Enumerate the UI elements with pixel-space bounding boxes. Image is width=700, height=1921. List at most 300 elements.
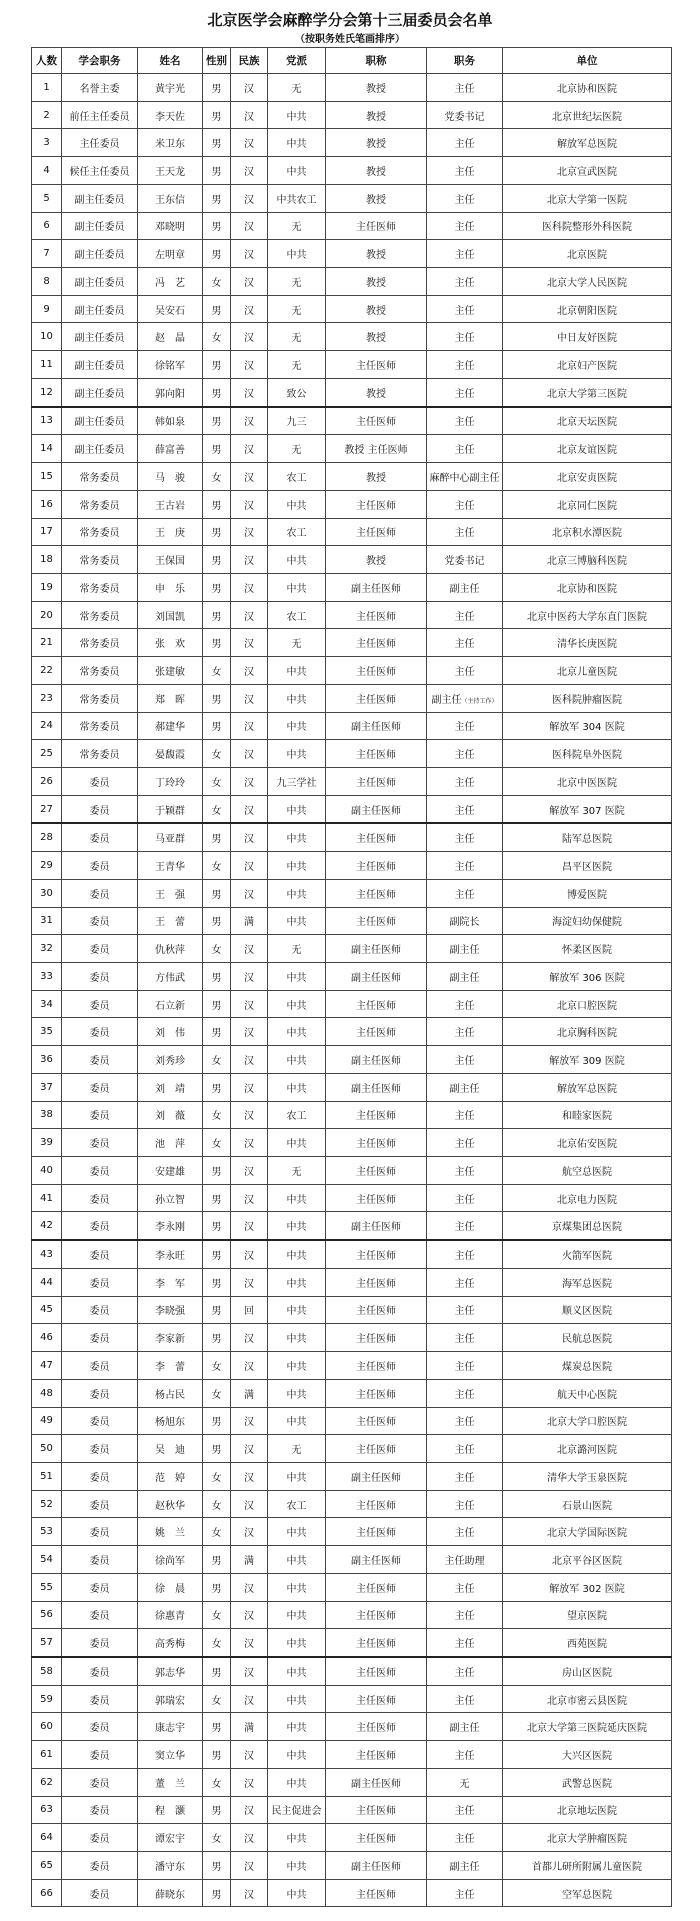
cell-institution: 北京协和医院 [503, 573, 672, 601]
cell-title: 主任医师 [326, 212, 427, 240]
cell-society-role: 委员 [62, 1240, 138, 1268]
table-row [32, 435, 672, 463]
cell-index: 17 [32, 518, 62, 546]
cell-gender: 男 [203, 1240, 231, 1268]
cell-society-role: 副主任委员 [62, 240, 138, 268]
cell-title: 教授 主任医师 [326, 435, 427, 463]
table-row [32, 1518, 672, 1546]
cell-institution: 北京三博脑科医院 [503, 546, 672, 574]
cell-name: 康志宇 [138, 1713, 203, 1741]
cell-society-role: 委员 [62, 795, 138, 823]
cell-ethnicity: 汉 [231, 268, 268, 296]
cell-index: 20 [32, 601, 62, 629]
cell-position: 副主任 [427, 963, 503, 991]
cell-name: 王 蕾 [138, 907, 203, 935]
cell-party: 中共 [268, 657, 326, 685]
column-header-index: 人数 [32, 48, 62, 74]
cell-title: 主任医师 [326, 1629, 427, 1657]
cell-society-role: 委员 [62, 1268, 138, 1296]
cell-institution: 医科院阜外医院 [503, 740, 672, 768]
cell-name: 高秀梅 [138, 1629, 203, 1657]
cell-title: 主任医师 [326, 657, 427, 685]
cell-index: 12 [32, 378, 62, 406]
cell-society-role: 委员 [62, 1073, 138, 1101]
table-row [32, 990, 672, 1018]
cell-name: 石立新 [138, 990, 203, 1018]
cell-party: 中共 [268, 1573, 326, 1601]
cell-name: 徐 晨 [138, 1573, 203, 1601]
table-row [32, 1713, 672, 1741]
cell-institution: 解放军 304 医院 [503, 712, 672, 740]
cell-position: 主任 [427, 1879, 503, 1907]
cell-institution: 医科院整形外科医院 [503, 212, 672, 240]
cell-index: 39 [32, 1129, 62, 1157]
header-row [32, 48, 672, 74]
cell-society-role: 委员 [62, 823, 138, 851]
cell-society-role: 委员 [62, 879, 138, 907]
table-row [32, 740, 672, 768]
cell-ethnicity: 汉 [231, 1101, 268, 1129]
cell-name: 刘 靖 [138, 1073, 203, 1101]
cell-gender: 男 [203, 601, 231, 629]
cell-position: 副主任（主持工作） [427, 684, 503, 712]
cell-name: 池 萍 [138, 1129, 203, 1157]
cell-index: 33 [32, 963, 62, 991]
cell-name: 李 军 [138, 1268, 203, 1296]
cell-institution: 望京医院 [503, 1601, 672, 1629]
cell-position: 副主任 [427, 935, 503, 963]
cell-society-role: 委员 [62, 1129, 138, 1157]
cell-ethnicity: 汉 [231, 1435, 268, 1463]
column-header-ethnicity: 民族 [231, 48, 268, 74]
cell-title: 教授 [326, 268, 427, 296]
cell-index: 54 [32, 1546, 62, 1574]
cell-society-role: 副主任委员 [62, 268, 138, 296]
cell-position: 主任 [427, 1129, 503, 1157]
cell-society-role: 常务委员 [62, 684, 138, 712]
cell-society-role: 委员 [62, 935, 138, 963]
cell-position: 主任 [427, 1462, 503, 1490]
cell-ethnicity: 汉 [231, 935, 268, 963]
cell-index: 31 [32, 907, 62, 935]
cell-ethnicity: 满 [231, 907, 268, 935]
cell-institution: 空军总医院 [503, 1879, 672, 1907]
cell-institution: 陆军总医院 [503, 823, 672, 851]
cell-ethnicity: 汉 [231, 1352, 268, 1380]
cell-party: 中共 [268, 879, 326, 907]
cell-title: 副主任医师 [326, 1852, 427, 1880]
cell-position: 主任 [427, 1268, 503, 1296]
cell-society-role: 委员 [62, 990, 138, 1018]
cell-name: 姚 兰 [138, 1518, 203, 1546]
column-header-gender: 性别 [203, 48, 231, 74]
cell-position: 主任助理 [427, 1546, 503, 1574]
cell-ethnicity: 汉 [231, 1212, 268, 1240]
cell-name: 安建雄 [138, 1157, 203, 1185]
table-row [32, 1685, 672, 1713]
cell-party: 中共 [268, 795, 326, 823]
table-row [32, 407, 672, 435]
cell-society-role: 委员 [62, 1852, 138, 1880]
cell-gender: 女 [203, 1768, 231, 1796]
table-row [32, 490, 672, 518]
cell-title: 教授 [326, 378, 427, 406]
cell-name: 张 欢 [138, 629, 203, 657]
table-row [32, 1324, 672, 1352]
cell-index: 23 [32, 684, 62, 712]
cell-party: 中共 [268, 1741, 326, 1769]
cell-title: 副主任医师 [326, 935, 427, 963]
cell-party: 无 [268, 935, 326, 963]
cell-title: 副主任医师 [326, 573, 427, 601]
cell-name: 李晓强 [138, 1296, 203, 1324]
cell-ethnicity: 汉 [231, 490, 268, 518]
cell-society-role: 委员 [62, 1601, 138, 1629]
cell-gender: 男 [203, 907, 231, 935]
cell-ethnicity: 汉 [231, 1741, 268, 1769]
cell-position: 主任 [427, 795, 503, 823]
cell-institution: 北京市密云县医院 [503, 1685, 672, 1713]
cell-party: 无 [268, 74, 326, 102]
cell-index: 59 [32, 1685, 62, 1713]
cell-name: 程 灏 [138, 1796, 203, 1824]
cell-ethnicity: 汉 [231, 1657, 268, 1685]
cell-party: 中共 [268, 1657, 326, 1685]
cell-gender: 男 [203, 629, 231, 657]
cell-party: 中共 [268, 1073, 326, 1101]
cell-name: 左明章 [138, 240, 203, 268]
table-row [32, 573, 672, 601]
cell-party: 无 [268, 295, 326, 323]
cell-position: 主任 [427, 157, 503, 185]
cell-position: 主任 [427, 767, 503, 795]
cell-society-role: 委员 [62, 1796, 138, 1824]
cell-position: 主任 [427, 323, 503, 351]
table-row [32, 1601, 672, 1629]
column-header-institution: 单位 [503, 48, 672, 74]
cell-party: 中共 [268, 101, 326, 129]
cell-index: 47 [32, 1352, 62, 1380]
table-row [32, 823, 672, 851]
cell-institution: 北京胸科医院 [503, 1018, 672, 1046]
cell-society-role: 常务委员 [62, 518, 138, 546]
cell-ethnicity: 汉 [231, 1824, 268, 1852]
cell-institution: 京煤集团总医院 [503, 1212, 672, 1240]
table-row [32, 1852, 672, 1880]
cell-title: 主任医师 [326, 907, 427, 935]
cell-index: 11 [32, 351, 62, 379]
table-row [32, 1657, 672, 1685]
cell-gender: 男 [203, 879, 231, 907]
cell-institution: 海军总医院 [503, 1268, 672, 1296]
cell-name: 刘 伟 [138, 1018, 203, 1046]
cell-position: 副主任 [427, 573, 503, 601]
cell-gender: 男 [203, 295, 231, 323]
cell-institution: 北京大学第三医院延庆医院 [503, 1713, 672, 1741]
cell-institution: 火箭军医院 [503, 1240, 672, 1268]
cell-position: 主任 [427, 1296, 503, 1324]
cell-name: 方伟武 [138, 963, 203, 991]
cell-party: 中共 [268, 240, 326, 268]
cell-institution: 北京潞河医院 [503, 1435, 672, 1463]
cell-society-role: 主任委员 [62, 129, 138, 157]
cell-name: 丁玲玲 [138, 767, 203, 795]
cell-party: 民主促进会 [268, 1796, 326, 1824]
cell-party: 中共 [268, 1546, 326, 1574]
table-row [32, 1379, 672, 1407]
cell-society-role: 委员 [62, 1629, 138, 1657]
cell-index: 34 [32, 990, 62, 1018]
table-row [32, 351, 672, 379]
cell-index: 30 [32, 879, 62, 907]
cell-society-role: 候任主任委员 [62, 157, 138, 185]
cell-title: 主任医师 [326, 1101, 427, 1129]
cell-index: 52 [32, 1490, 62, 1518]
cell-gender: 男 [203, 963, 231, 991]
cell-title: 副主任医师 [326, 712, 427, 740]
cell-index: 35 [32, 1018, 62, 1046]
cell-society-role: 副主任委员 [62, 378, 138, 406]
cell-institution: 昌平区医院 [503, 852, 672, 880]
cell-index: 26 [32, 767, 62, 795]
cell-institution: 博爱医院 [503, 879, 672, 907]
table-row [32, 601, 672, 629]
cell-party: 中共 [268, 1768, 326, 1796]
cell-position: 主任 [427, 1490, 503, 1518]
cell-society-role: 委员 [62, 1352, 138, 1380]
cell-party: 九三学社 [268, 767, 326, 795]
cell-gender: 女 [203, 1462, 231, 1490]
cell-position: 副院长 [427, 907, 503, 935]
cell-title: 主任医师 [326, 1601, 427, 1629]
cell-party: 中共农工 [268, 184, 326, 212]
cell-party: 中共 [268, 712, 326, 740]
cell-ethnicity: 回 [231, 1296, 268, 1324]
cell-party: 中共 [268, 546, 326, 574]
cell-gender: 男 [203, 184, 231, 212]
cell-position: 主任 [427, 852, 503, 880]
cell-position: 主任 [427, 990, 503, 1018]
cell-position: 主任 [427, 435, 503, 463]
cell-gender: 男 [203, 1212, 231, 1240]
cell-index: 63 [32, 1796, 62, 1824]
cell-name: 郭向阳 [138, 378, 203, 406]
cell-society-role: 副主任委员 [62, 295, 138, 323]
cell-gender: 男 [203, 1657, 231, 1685]
table-row [32, 463, 672, 491]
cell-position: 主任 [427, 212, 503, 240]
cell-name: 郭志华 [138, 1657, 203, 1685]
cell-index: 56 [32, 1601, 62, 1629]
cell-gender: 女 [203, 463, 231, 491]
cell-party: 中共 [268, 1518, 326, 1546]
cell-ethnicity: 汉 [231, 573, 268, 601]
cell-institution: 民航总医院 [503, 1324, 672, 1352]
cell-institution: 北京积水潭医院 [503, 518, 672, 546]
cell-gender: 男 [203, 351, 231, 379]
cell-party: 中共 [268, 1407, 326, 1435]
cell-index: 50 [32, 1435, 62, 1463]
cell-name: 王东信 [138, 184, 203, 212]
cell-title: 主任医师 [326, 1741, 427, 1769]
cell-name: 徐惠青 [138, 1601, 203, 1629]
cell-index: 10 [32, 323, 62, 351]
cell-ethnicity: 汉 [231, 879, 268, 907]
cell-society-role: 常务委员 [62, 546, 138, 574]
cell-name: 冯 艺 [138, 268, 203, 296]
cell-ethnicity: 汉 [231, 684, 268, 712]
cell-ethnicity: 汉 [231, 546, 268, 574]
cell-title: 主任医师 [326, 1018, 427, 1046]
cell-title: 副主任医师 [326, 795, 427, 823]
cell-position: 主任 [427, 268, 503, 296]
cell-name: 王 强 [138, 879, 203, 907]
cell-institution: 解放军总医院 [503, 129, 672, 157]
cell-name: 仇秋萍 [138, 935, 203, 963]
cell-gender: 男 [203, 407, 231, 435]
cell-name: 窦立华 [138, 1741, 203, 1769]
cell-ethnicity: 汉 [231, 1573, 268, 1601]
cell-gender: 女 [203, 657, 231, 685]
cell-ethnicity: 汉 [231, 629, 268, 657]
cell-gender: 女 [203, 1518, 231, 1546]
cell-ethnicity: 汉 [231, 1852, 268, 1880]
cell-ethnicity: 汉 [231, 157, 268, 185]
cell-gender: 男 [203, 1713, 231, 1741]
cell-title: 教授 [326, 240, 427, 268]
cell-position: 主任 [427, 184, 503, 212]
cell-ethnicity: 汉 [231, 1046, 268, 1074]
table-row [32, 1407, 672, 1435]
cell-ethnicity: 汉 [231, 1184, 268, 1212]
cell-gender: 男 [203, 490, 231, 518]
cell-society-role: 委员 [62, 907, 138, 935]
cell-position: 主任 [427, 601, 503, 629]
cell-gender: 男 [203, 518, 231, 546]
cell-society-role: 委员 [62, 1573, 138, 1601]
cell-name: 郝建华 [138, 712, 203, 740]
table-row [32, 1741, 672, 1769]
cell-society-role: 委员 [62, 852, 138, 880]
cell-party: 中共 [268, 1852, 326, 1880]
cell-institution: 北京大学第一医院 [503, 184, 672, 212]
cell-institution: 首都儿研所附属儿童医院 [503, 1852, 672, 1880]
cell-ethnicity: 汉 [231, 351, 268, 379]
cell-party: 中共 [268, 490, 326, 518]
document-title: 北京医学会麻醉学分会第十三届委员会名单 [207, 11, 493, 29]
cell-gender: 男 [203, 1852, 231, 1880]
cell-institution: 北京地坛医院 [503, 1796, 672, 1824]
document-subtitle: （按职务姓氏笔画排序） [295, 34, 405, 45]
cell-party: 中共 [268, 157, 326, 185]
cell-title: 主任医师 [326, 1796, 427, 1824]
cell-index: 43 [32, 1240, 62, 1268]
cell-institution: 北京平谷区医院 [503, 1546, 672, 1574]
cell-society-role: 委员 [62, 1462, 138, 1490]
cell-title: 副主任医师 [326, 1768, 427, 1796]
cell-society-role: 委员 [62, 1824, 138, 1852]
cell-index: 37 [32, 1073, 62, 1101]
cell-title: 主任医师 [326, 1879, 427, 1907]
cell-party: 中共 [268, 1296, 326, 1324]
cell-title: 副主任医师 [326, 1212, 427, 1240]
cell-ethnicity: 汉 [231, 767, 268, 795]
cell-gender: 女 [203, 1824, 231, 1852]
cell-position: 主任 [427, 823, 503, 851]
cell-name: 张建敏 [138, 657, 203, 685]
cell-party: 中共 [268, 823, 326, 851]
cell-society-role: 委员 [62, 1490, 138, 1518]
cell-society-role: 委员 [62, 1324, 138, 1352]
cell-name: 王古岩 [138, 490, 203, 518]
cell-society-role: 副主任委员 [62, 351, 138, 379]
cell-gender: 男 [203, 435, 231, 463]
cell-title: 教授 [326, 184, 427, 212]
cell-party: 致公 [268, 378, 326, 406]
cell-society-role: 名誉主委 [62, 74, 138, 102]
table-row [32, 712, 672, 740]
cell-gender: 女 [203, 740, 231, 768]
cell-institution: 解放军 309 医院 [503, 1046, 672, 1074]
table-row [32, 1824, 672, 1852]
cell-position: 主任 [427, 1601, 503, 1629]
cell-title: 教授 [326, 129, 427, 157]
cell-title: 主任医师 [326, 990, 427, 1018]
table-row [32, 684, 672, 712]
cell-society-role: 常务委员 [62, 573, 138, 601]
table-row [32, 101, 672, 129]
cell-position: 主任 [427, 1324, 503, 1352]
cell-title: 教授 [326, 157, 427, 185]
cell-institution: 海淀妇幼保健院 [503, 907, 672, 935]
cell-society-role: 常务委员 [62, 601, 138, 629]
table-row [32, 1546, 672, 1574]
table-row [32, 1573, 672, 1601]
cell-gender: 男 [203, 1879, 231, 1907]
cell-society-role: 常务委员 [62, 740, 138, 768]
cell-position: 主任 [427, 1157, 503, 1185]
cell-gender: 女 [203, 1129, 231, 1157]
table-row [32, 212, 672, 240]
cell-society-role: 常务委员 [62, 712, 138, 740]
table-row [32, 546, 672, 574]
cell-ethnicity: 汉 [231, 795, 268, 823]
cell-title: 主任医师 [326, 1240, 427, 1268]
cell-gender: 男 [203, 823, 231, 851]
cell-ethnicity: 汉 [231, 212, 268, 240]
cell-name: 薛富善 [138, 435, 203, 463]
cell-party: 无 [268, 268, 326, 296]
cell-gender: 女 [203, 767, 231, 795]
cell-position: 主任 [427, 1240, 503, 1268]
cell-gender: 女 [203, 1046, 231, 1074]
cell-title: 主任医师 [326, 1184, 427, 1212]
cell-position: 主任 [427, 1685, 503, 1713]
cell-institution: 解放军总医院 [503, 1073, 672, 1101]
cell-party: 无 [268, 1435, 326, 1463]
cell-title: 副主任医师 [326, 1073, 427, 1101]
cell-name: 黄宇光 [138, 74, 203, 102]
cell-party: 中共 [268, 1601, 326, 1629]
cell-title: 主任医师 [326, 684, 427, 712]
cell-name: 董 兰 [138, 1768, 203, 1796]
cell-party: 中共 [268, 1268, 326, 1296]
cell-title: 副主任医师 [326, 1046, 427, 1074]
cell-title: 主任医师 [326, 1157, 427, 1185]
cell-society-role: 委员 [62, 1713, 138, 1741]
cell-title: 教授 [326, 546, 427, 574]
cell-society-role: 委员 [62, 963, 138, 991]
